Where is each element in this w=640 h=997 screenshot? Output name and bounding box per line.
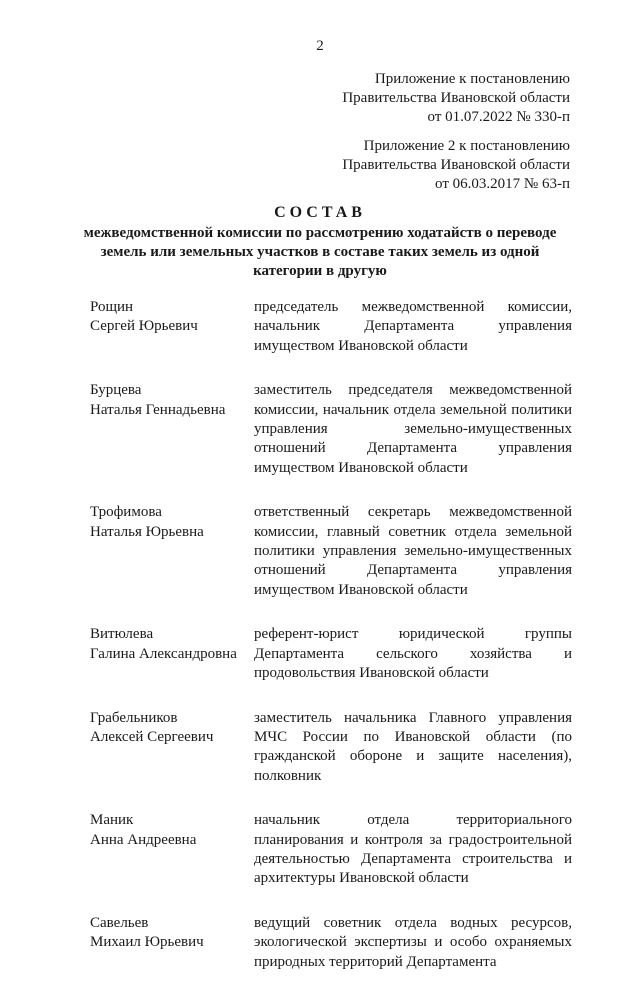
member-entry (0, 811, 640, 889)
member-role: заместитель начальника Главного управления МЧС России по Ивановской области (по гражданской обороне и защите населения), полковник (254, 709, 572, 784)
subtitle-line-1: межведомственной комиссии по рассмотрению ходатайств о переводе (83, 225, 557, 241)
member-surname: Маник (90, 812, 134, 829)
member-given-names: Сергей Юрьевич (90, 318, 198, 335)
member-role: начальник отдела территориального планирования и контроля за градостроительной деятельностью Департамента строительства и архитектуры Ивановской области (254, 812, 572, 887)
member-name (90, 503, 250, 542)
appendix-current-line-2: Правительства Ивановской области (342, 90, 570, 106)
document-subtitle (80, 224, 560, 281)
member-given-names: Анна Андреевна (90, 831, 197, 848)
member-entry (0, 381, 640, 478)
member-surname: Трофимова (90, 504, 162, 521)
member-entry (0, 625, 640, 683)
member-role: заместитель председателя межведомственной комиссии, начальник отдела земельной политики управления земельно-имущественных отношений Департамента управления имуществом Ивановской области (254, 382, 572, 476)
member-role: референт-юрист юридической группы Департамента сельского хозяйства и продовольствия Ивановской области (254, 626, 572, 682)
member-given-names: Михаил Юрьевич (90, 934, 204, 951)
member-name (90, 381, 250, 420)
member-role: ведущий советник отдела водных ресурсов, экологической экспертизы и особо охраняемых природных территорий Департамента (254, 914, 572, 970)
member-entry (0, 503, 640, 600)
member-surname: Грабельников (90, 709, 178, 726)
appendix-previous (342, 137, 570, 194)
appendix-current-line-1: Приложение к постановлению (374, 71, 570, 87)
member-surname: Витюлева (90, 626, 154, 643)
member-name (90, 298, 250, 337)
subtitle-line-3: категории в другую (253, 263, 387, 279)
appendix-current (342, 70, 570, 127)
member-name (90, 709, 250, 748)
member-surname: Савельев (90, 914, 149, 931)
member-name (90, 914, 250, 953)
member-role: ответственный секретарь межведомственной комиссии, главный советник отдела земельной политики управления земельно-имущественных отношений Департамента управления имуществом Ивановской области (254, 504, 572, 598)
member-surname: Бурцева (90, 382, 142, 399)
member-entry (0, 709, 640, 787)
subtitle-line-2: земель или земельных участков в составе таких земель из одной (100, 244, 540, 260)
member-role: председатель межведомственной комиссии, начальник Департамента управления имуществом Ивановской области (254, 299, 572, 354)
members-list (0, 298, 640, 997)
member-entry (0, 914, 640, 972)
member-surname: Рощин (90, 299, 134, 315)
appendix-current-line-3: от 01.07.2022 № 330-п (427, 109, 570, 125)
page-number: 2 (316, 38, 324, 54)
appendix-previous-line-3: от 06.03.2017 № 63-п (435, 176, 570, 192)
member-name (90, 625, 250, 664)
appendix-previous-line-1: Приложение 2 к постановлению (363, 138, 570, 154)
document-title: СОСТАВ (274, 204, 366, 221)
member-given-names: Наталья Юрьевна (90, 523, 204, 540)
member-given-names: Галина Александровна (90, 645, 237, 662)
appendix-previous-line-2: Правительства Ивановской области (342, 157, 570, 173)
member-given-names: Наталья Геннадьевна (90, 401, 226, 418)
member-entry (0, 298, 640, 356)
member-name (90, 811, 250, 850)
member-given-names: Алексей Сергеевич (90, 728, 214, 745)
